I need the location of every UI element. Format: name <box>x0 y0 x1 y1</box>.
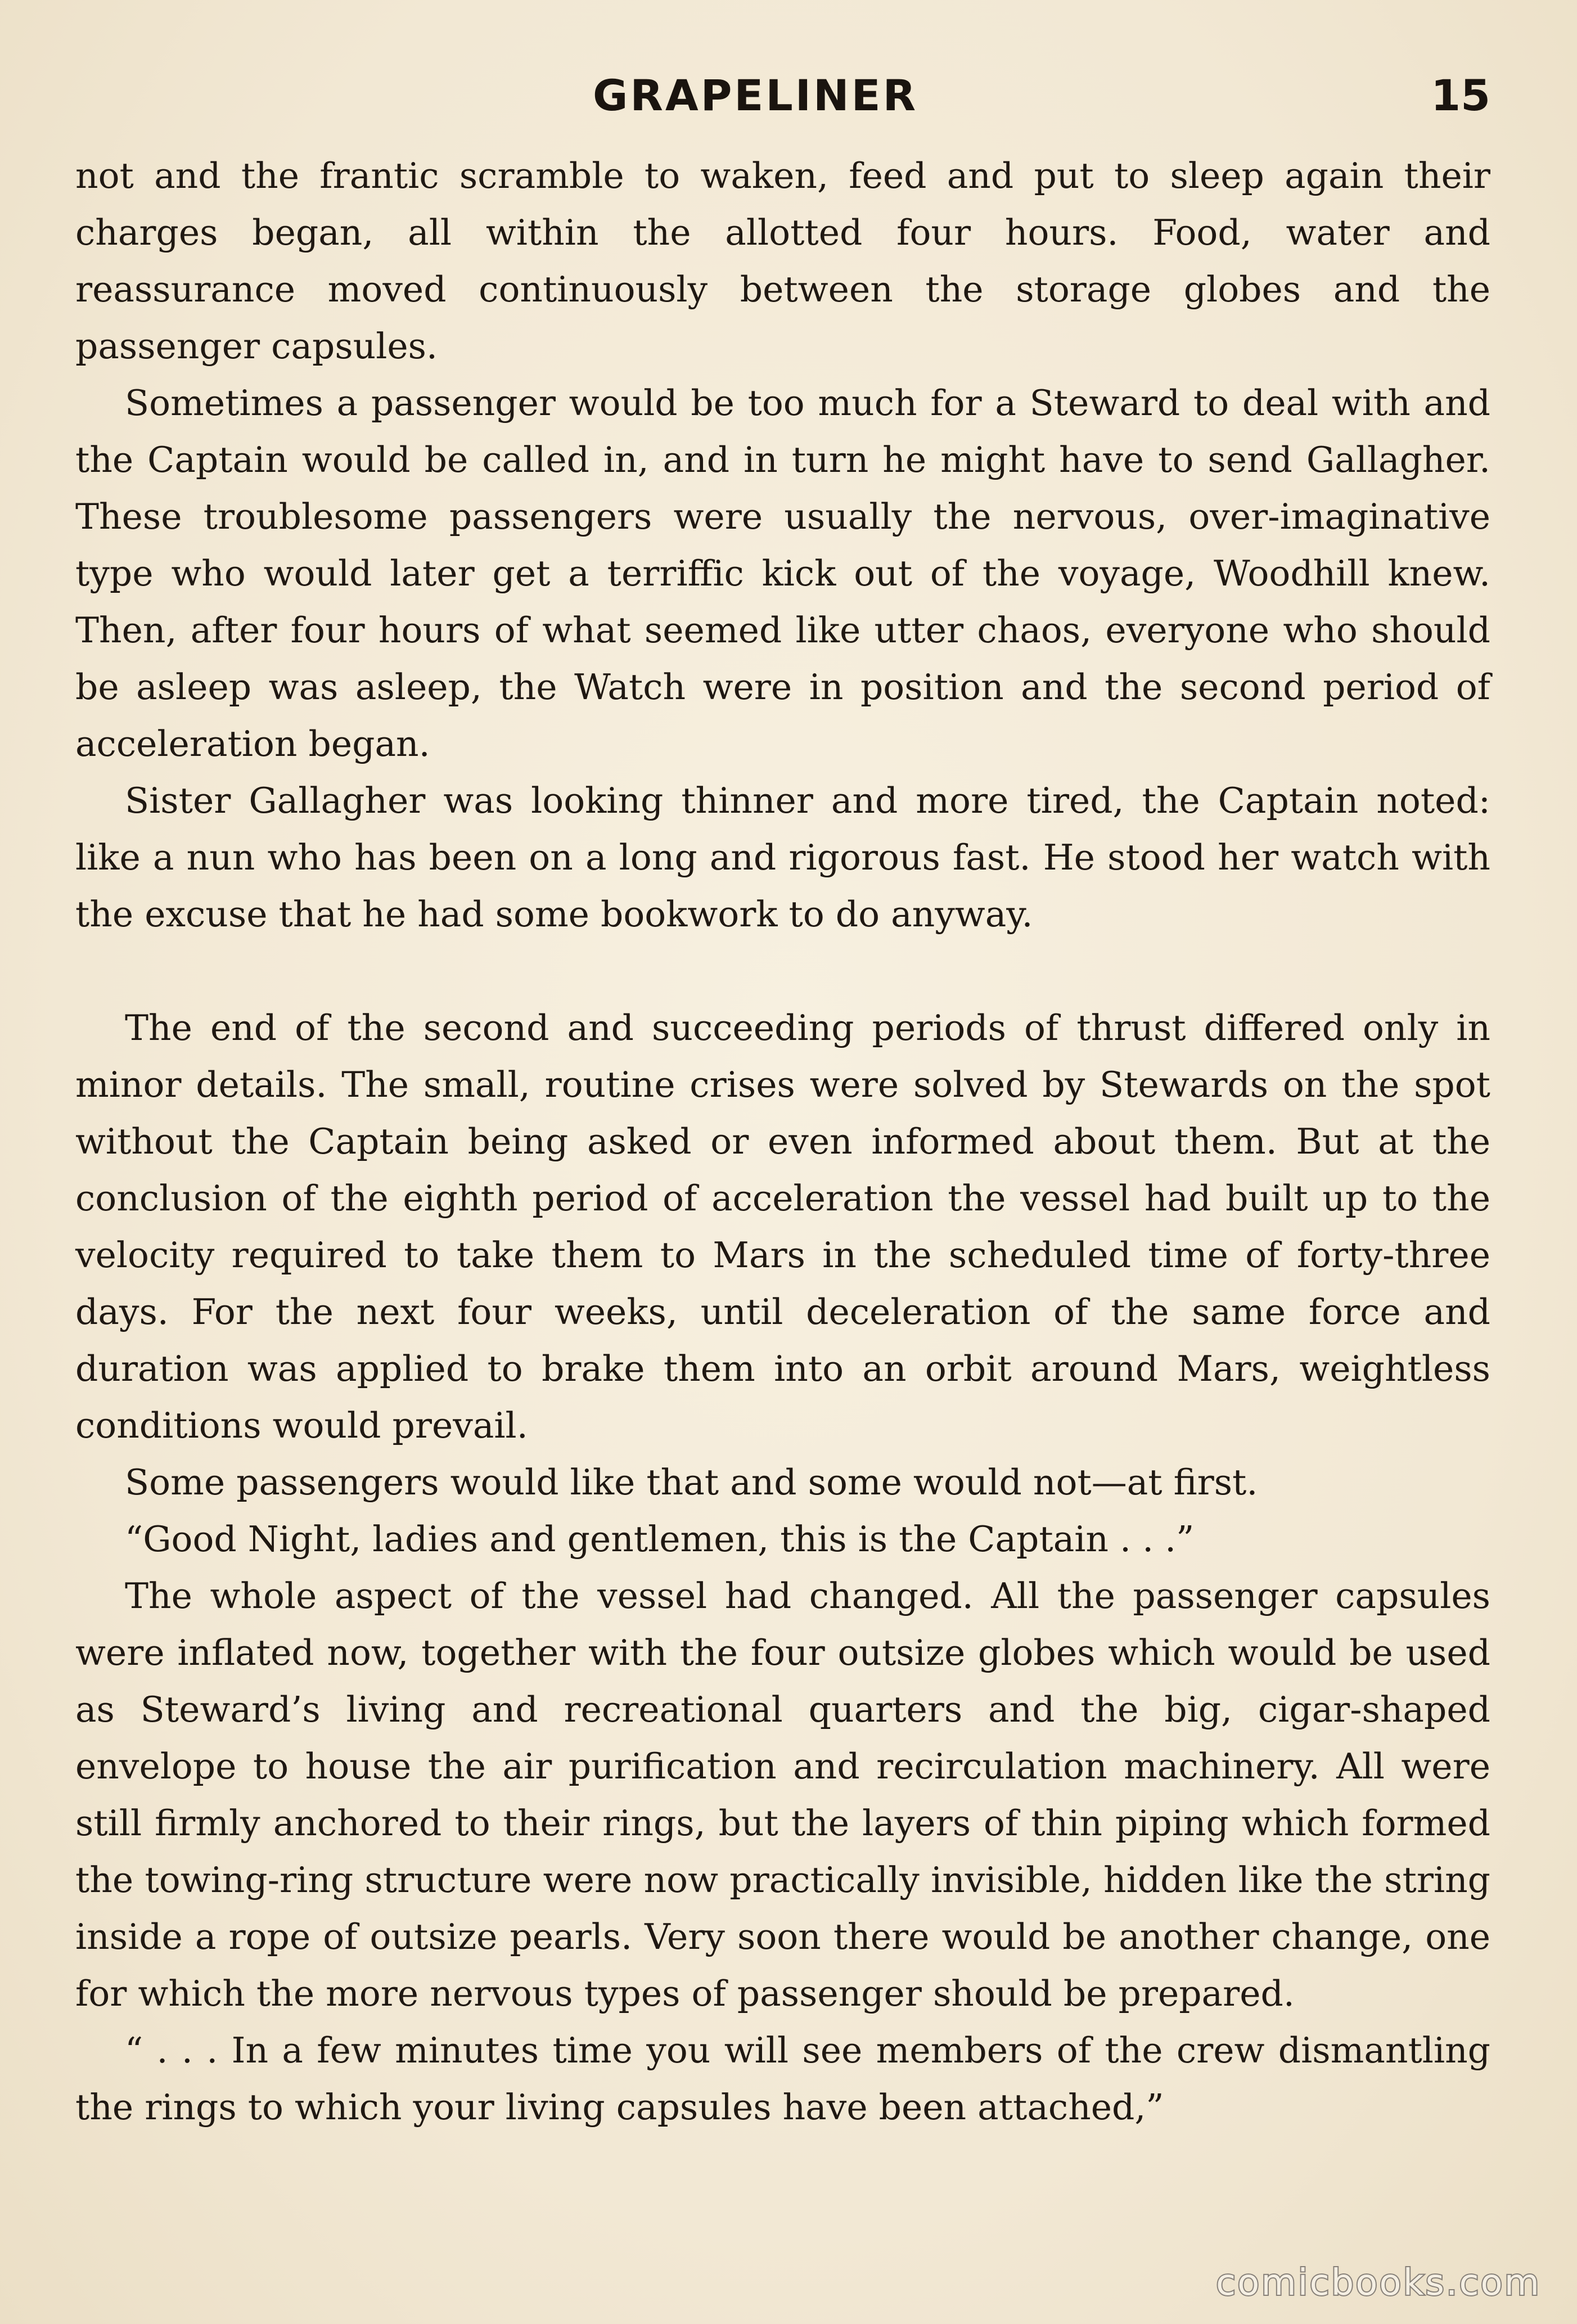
body-text <box>75 147 1490 2136</box>
watermark-text: comicbooks.com <box>1215 2262 1541 2304</box>
paragraph-4: The end of the second and succeeding periods of thrust differed only in minor details. The small, routine crises were solved by Stewards on the spot without the Captain being asked or even informed about them. But at the conclusion of the eighth period of acceleration the vessel had built up to the velocity required to take them to Mars in the scheduled time of forty-three days. For the next four weeks, until deceleration of the same force and duration was applied to brake them into an orbit around Mars, weightless conditions would prevail. <box>75 1007 1490 1446</box>
paragraph-5: Some passengers would like that and some would not—at first. <box>125 1462 1258 1503</box>
paragraph-8: “ . . . In a few minutes time you will see members of the crew dismantling the rings to which your living capsules have been attached,” <box>75 2030 1490 2128</box>
paragraph-6: “Good Night, ladies and gentlemen, this is the Captain . . .” <box>125 1519 1195 1560</box>
paragraph-7: The whole aspect of the vessel had changed. All the passenger capsules were inflated now, together with the four outsize globes which would be used as Steward’s living and recreational quarters and the big, cigar-shaped envelope to house the air purification and recirculation machinery. All were still firmly anchored to their rings, but the layers of thin piping which formed the towing-ring structure were now practically invisible, hidden like the string inside a rope of outsize pearls. Very soon there would be another change, one for which the more nervous types of passenger should be prepared. <box>75 1575 1490 2014</box>
section-break <box>75 943 1490 999</box>
paragraph-2: Sometimes a passenger would be too much for a Steward to deal with and the Captain would be called in, and in turn he might have to send Gallagher. These troublesome passengers were usually the nervous, over-imaginative type who would later get a terriffic kick out of the voyage, Woodhill knew. Then, after four hours of what seemed like utter chaos, everyone who should be asleep was asleep, the Watch were in position and the second period of acceleration began. <box>75 382 1490 764</box>
paragraph-1: not and the frantic scramble to waken, feed and put to sleep again their charges began, all within the allotted four hours. Food, water and reassurance moved continuously between the storage globes and the passenger capsules. <box>75 155 1490 367</box>
running-title: GRAPELINER <box>593 70 918 120</box>
page-number: 15 <box>1431 70 1490 120</box>
paragraph-3: Sister Gallagher was looking thinner and more tired, the Captain noted: like a nun who has been on a long and rigorous fast. He stood her watch with the excuse that he had some bookwork to do anyway. <box>75 780 1490 935</box>
running-header <box>75 70 1490 127</box>
